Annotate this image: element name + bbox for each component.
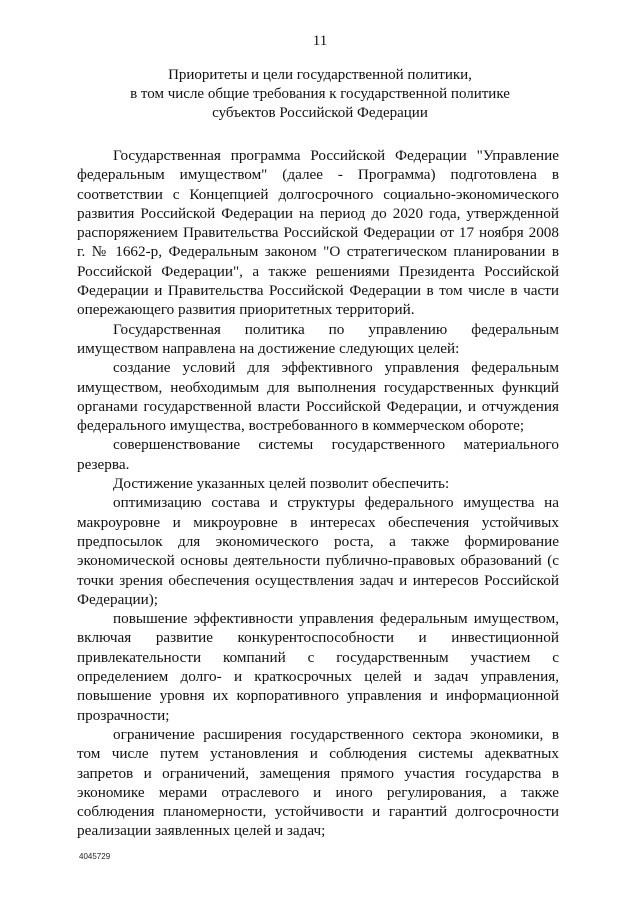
document-code: 4045729 bbox=[79, 852, 111, 861]
document-body bbox=[77, 146, 559, 841]
page-number: 11 bbox=[312, 33, 328, 49]
heading-line-2: в том числе общие требования к государственной политике bbox=[130, 86, 510, 102]
heading-line-3: субъектов Российской Федерации bbox=[212, 105, 428, 121]
paragraph-program-basis: Государственная программа Российской Федерации "Управление федеральным имуществом" (далее - Программа) подготовлена в соответствии с Концепцией долгосрочного социально-экономического развития Российской Федерации на период до 2020 года, утвержденной распоряжением Правительства Российской Федерации от 17 ноября 2008 г. № 1662-р, Федеральным законом "О стратегическом планировании в Российской Федерации", а также решениями Президента Российской Федерации и Правительства Российской Федерации в том числе в части опережающего развития приоритетных территорий. bbox=[77, 147, 559, 319]
heading-line-1: Приоритеты и цели государственной политики, bbox=[168, 67, 472, 83]
paragraph-goal-material-reserve: совершенствование системы государственного материального резерва. bbox=[77, 436, 559, 473]
paragraph-outcome-optimization: оптимизацию состава и структуры федерального имущества на макроуровне и микроуровне в интересах обеспечения устойчивых предпосылок для экономического роста, а также формирование экономической основы деятельности публично-правовых образований (с точки зрения обеспечения осуществления задач и интересов Российской Федерации); bbox=[77, 494, 559, 608]
paragraph-outcome-efficiency: повышение эффективности управления федеральным имуществом, включая развитие конкурентоспособности и инвестиционной привлекательности компаний с государственным участием с определением долго- и краткосрочных целей и задач управления, повышение уровня их корпоративного управления и информационной прозрачности; bbox=[77, 610, 559, 724]
paragraph-outcome-public-sector-limit: ограничение расширения государственного сектора экономики, в том числе путем установления и соблюдения системы адекватных запретов и ограничений, замещения прямого участия государства в экономике мерами отраслевого и иного регулирования, а также соблюдения планомерности, устойчивости и гарантий долгосрочности реализации заявленных целей и задач; bbox=[77, 725, 559, 840]
paragraph-goal-effective-management: создание условий для эффективного управления федеральным имуществом, необходимым для выполнения государственных функций органами государственной власти Российской Федерации, и отчуждения федерального имущества, востребованного в коммерческом обороте; bbox=[77, 359, 559, 435]
paragraph-outcomes-intro: Достижение указанных целей позволит обеспечить: bbox=[113, 475, 450, 493]
paragraph-policy-goals-intro: Государственная политика по управлению федеральным имуществом направлена на достижение следующих целей: bbox=[77, 320, 559, 357]
section-heading bbox=[60, 66, 580, 123]
